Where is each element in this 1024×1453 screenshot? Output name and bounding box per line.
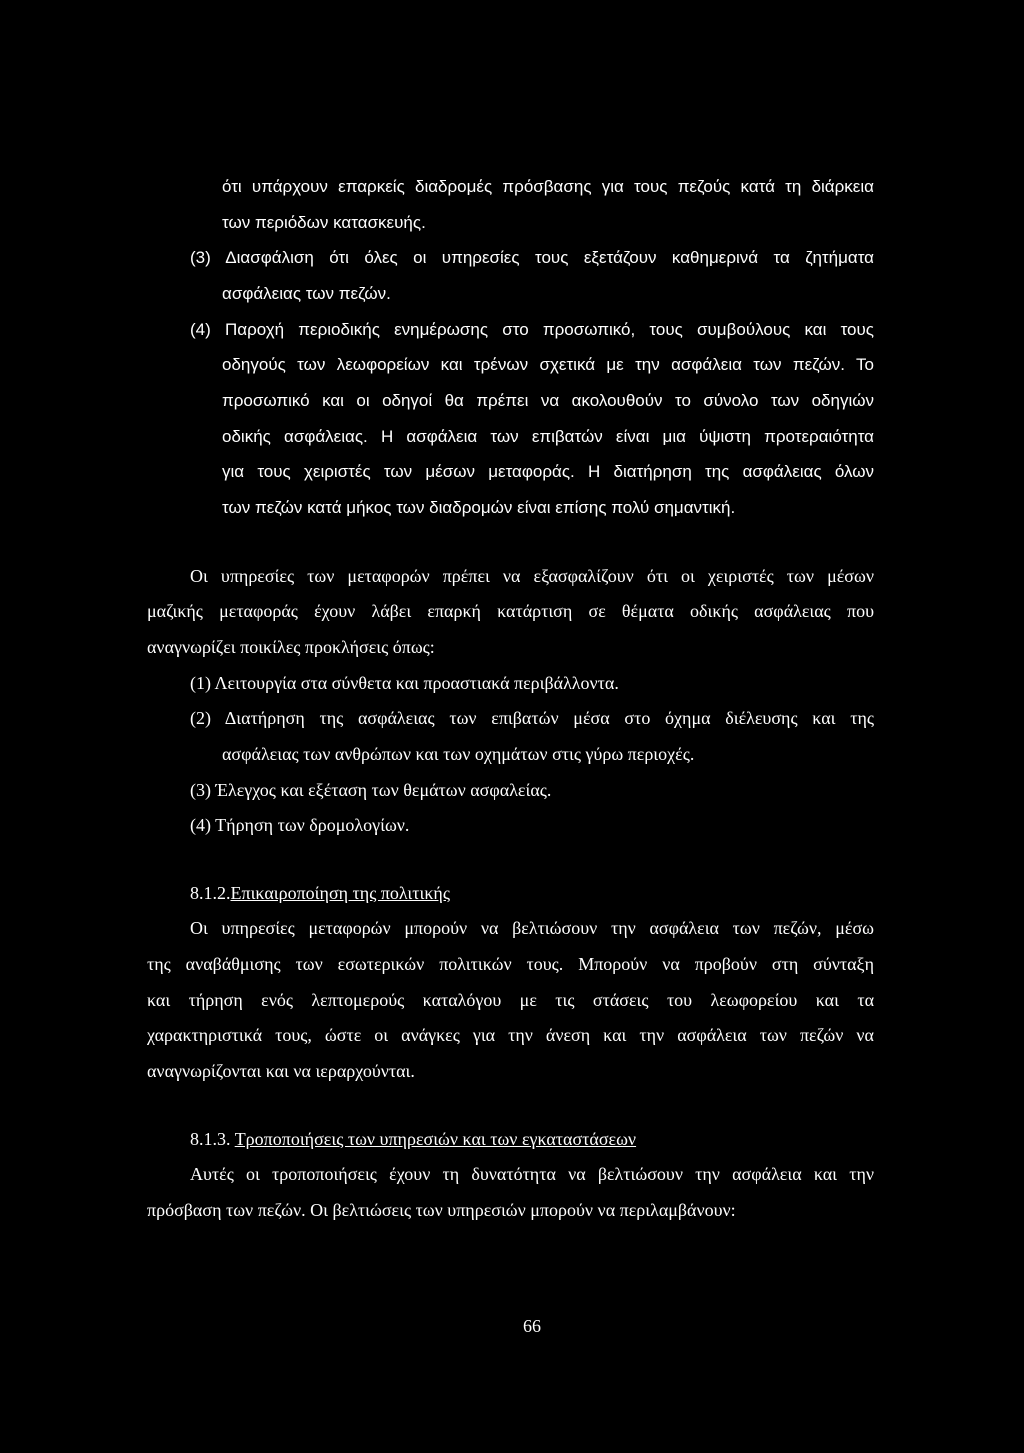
list-item-continuation: ασφάλειας των ανθρώπων και των οχημάτων στις γύρω περιοχές. — [222, 744, 695, 764]
paragraph-line: της αναβάθμισης των εσωτερικών πολιτικών τους. Μπορούν να προβούν στη σύνταξη — [147, 954, 874, 974]
list-item: (3) Διασφάλιση ότι όλες οι υπηρεσίες τους εξετάζουν καθημερινά τα ζητήματα — [190, 248, 874, 267]
section-title: Τροποποιήσεις των υπηρεσιών και των εγκαταστάσεων — [234, 1129, 637, 1149]
paragraph-line: Αυτές οι τροποποιήσεις έχουν τη δυνατότητα να βελτιώσουν την ασφάλεια και την — [190, 1164, 874, 1184]
section-title: Επικαιροποίηση της πολιτικής — [230, 883, 450, 903]
text-line: των πεζών κατά μήκος των διαδρομών είναι επίσης πολύ σημαντική. — [222, 498, 736, 517]
text-line: προσωπικό και οι οδηγοί θα πρέπει να ακολουθούν το σύνολο των οδηγιών — [222, 391, 874, 410]
paragraph-line: αναγνωρίζει ποικίλες προκλήσεις όπως: — [147, 637, 435, 657]
section-number: 8.1.2. — [190, 883, 231, 903]
text-line: για τους χειριστές των μέσων μεταφοράς. Η διατήρηση της ασφάλειας όλων — [222, 462, 874, 481]
text-line: ασφάλειας των πεζών. — [222, 284, 391, 303]
list-item: (3) Έλεγχος και εξέταση των θεμάτων ασφαλείας. — [190, 780, 552, 800]
paragraph-line: Οι υπηρεσίες μεταφορών μπορούν να βελτιώσουν την ασφάλεια των πεζών, μέσω — [190, 918, 874, 938]
text-line: ότι υπάρχουν επαρκείς διαδρομές πρόσβασης για τους πεζούς κατά τη διάρκεια — [222, 177, 874, 196]
page-number: 66 — [523, 1316, 541, 1336]
text-line: των περιόδων κατασκευής. — [222, 213, 426, 232]
section-heading — [190, 882, 450, 904]
section-heading — [190, 1128, 636, 1150]
paragraph-line: μαζικής μεταφοράς έχουν λάβει επαρκή κατάρτιση σε θέματα οδικής ασφάλειας που — [147, 601, 874, 621]
paragraph-line: και τήρηση ενός λεπτομερούς καταλόγου με τις στάσεις του λεωφορείου και τα — [147, 990, 874, 1010]
list-item: (1) Λειτουργία στα σύνθετα και προαστιακά περιβάλλοντα. — [190, 673, 619, 693]
list-item: (2) Διατήρηση της ασφάλειας των επιβατών μέσα στο όχημα διέλευσης και της — [190, 708, 874, 728]
paragraph-line: χαρακτηριστικά τους, ώστε οι ανάγκες για την άνεση και την ασφάλεια των πεζών να — [147, 1025, 874, 1045]
text-line: οδηγούς των λεωφορείων και τρένων σχετικά με την ασφάλεια των πεζών. Το — [222, 355, 874, 374]
text-line: οδικής ασφάλειας. Η ασφάλεια των επιβατών είναι μια ύψιστη προτεραιότητα — [222, 427, 874, 446]
paragraph-line: Οι υπηρεσίες των μεταφορών πρέπει να εξασφαλίζουν ότι οι χειριστές των μέσων — [190, 566, 874, 586]
list-item: (4) Τήρηση των δρομολογίων. — [190, 815, 410, 835]
paragraph-line: αναγνωρίζονται και να ιεραρχούνται. — [147, 1061, 415, 1081]
paragraph-line: πρόσβαση των πεζών. Οι βελτιώσεις των υπηρεσιών μπορούν να περιλαμβάνουν: — [147, 1200, 736, 1220]
section-number: 8.1.3. — [190, 1129, 231, 1149]
list-item: (4) Παροχή περιοδικής ενημέρωσης στο προσωπικό, τους συμβούλους και τους — [190, 320, 874, 339]
